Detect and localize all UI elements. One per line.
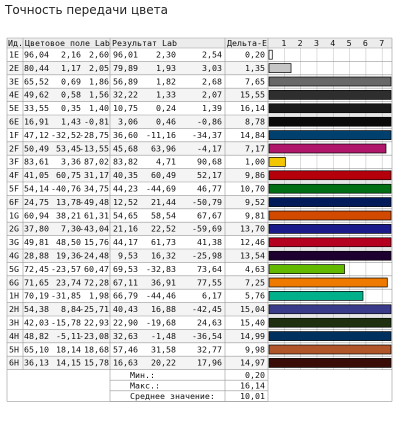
cell-lab: 8,84	[61, 304, 81, 315]
cell-lab: 13,78	[56, 196, 81, 207]
cell-result: 90,68	[197, 156, 222, 167]
cell-id: 4H	[9, 330, 19, 341]
cell-lab: -40,76	[51, 183, 81, 194]
cell-result: 67,67	[197, 210, 222, 221]
header-delta: Дельта-E	[227, 38, 267, 48]
cell-lab: -13,55	[79, 143, 109, 154]
cell-result: 1,39	[202, 103, 222, 114]
cell-delta: 1,35	[245, 62, 265, 73]
cell-delta: 9,86	[245, 170, 265, 181]
cell-id: 3F	[9, 156, 19, 167]
cell-result: 12,52	[113, 196, 138, 207]
cell-result: -25,98	[192, 250, 222, 261]
cell-lab: 48,82	[24, 330, 49, 341]
cell-lab: 53,45	[56, 143, 81, 154]
cell-delta: 7,25	[245, 277, 265, 288]
cell-delta: 5,76	[245, 290, 265, 301]
summary-label: Макс.:	[130, 380, 160, 391]
cell-result: 36,60	[113, 129, 138, 140]
x-tick-label: 2	[297, 38, 303, 48]
cell-lab: 49,81	[24, 237, 49, 248]
cell-id: 6F	[9, 196, 19, 207]
cell-result: 69,53	[113, 263, 138, 274]
cell-lab: 38,21	[56, 210, 81, 221]
cell-result: 83,82	[113, 156, 138, 167]
cell-result: 66,79	[113, 290, 138, 301]
cell-lab: -24,48	[79, 250, 109, 261]
cell-result: 24,63	[197, 317, 222, 328]
bar	[269, 50, 272, 59]
cell-delta: 14,84	[240, 129, 265, 140]
cell-result: 52,17	[197, 170, 222, 181]
cell-delta: 14,97	[240, 357, 265, 368]
cell-result: 57,46	[113, 344, 138, 355]
cell-lab: 22,93	[84, 317, 109, 328]
cell-result: -19,68	[146, 317, 176, 328]
cell-id: 5E	[9, 103, 19, 114]
cell-lab: 37,80	[24, 223, 49, 234]
cell-result: 9,53	[118, 250, 138, 261]
bar	[269, 104, 391, 113]
cell-lab: 2,05	[89, 62, 109, 73]
bar	[269, 184, 391, 193]
cell-result: -44,46	[146, 290, 176, 301]
cell-lab: 96,04	[24, 49, 49, 60]
cell-lab: 0,58	[61, 89, 81, 100]
cell-id: 2H	[9, 304, 19, 315]
cell-result: -42,45	[192, 304, 222, 315]
cell-lab: 36,13	[24, 357, 49, 368]
cell-result: 73,64	[197, 263, 222, 274]
cell-id: 6H	[9, 357, 19, 368]
cell-result: -4,17	[197, 143, 222, 154]
cell-result: 44,17	[113, 237, 138, 248]
cell-result: -0,86	[197, 116, 222, 127]
cell-lab: 65,52	[24, 76, 49, 87]
cell-lab: 33,55	[24, 103, 49, 114]
cell-lab: 70,19	[24, 290, 49, 301]
cell-lab: 18,14	[56, 344, 81, 355]
cell-lab: 2,60	[89, 49, 109, 60]
cell-lab: 80,44	[24, 62, 49, 73]
cell-id: 3E	[9, 76, 19, 87]
cell-result: 41,38	[197, 237, 222, 248]
cell-id: 2G	[9, 223, 19, 234]
cell-lab: 28,88	[24, 250, 49, 261]
cell-result: 40,43	[113, 304, 138, 315]
cell-lab: 24,75	[24, 196, 49, 207]
bar	[269, 131, 391, 140]
cell-id: 1E	[9, 49, 19, 60]
cell-lab: 1,98	[89, 290, 109, 301]
cell-result: -44,69	[146, 183, 176, 194]
x-tick-label: 7	[379, 38, 385, 48]
cell-result: -32,83	[146, 263, 176, 274]
cell-result: 17,96	[197, 357, 222, 368]
cell-lab: 1,86	[89, 76, 109, 87]
cell-delta: 15,40	[240, 317, 265, 328]
cell-result: 32,22	[113, 89, 138, 100]
cell-result: -34,37	[192, 129, 222, 140]
cell-lab: 2,16	[61, 49, 81, 60]
cell-lab: 34,75	[84, 183, 109, 194]
header-id: Ид.	[8, 38, 23, 48]
cell-lab: 72,28	[84, 277, 109, 288]
bar	[269, 238, 391, 247]
cell-result: 3,06	[118, 116, 138, 127]
cell-result: 45,68	[113, 143, 138, 154]
cell-result: 36,91	[151, 277, 176, 288]
bar	[269, 305, 391, 314]
cell-lab: 18,68	[84, 344, 109, 355]
cell-id: 5G	[9, 263, 19, 274]
cell-id: 1G	[9, 210, 19, 221]
cell-delta: 7,65	[245, 76, 265, 87]
cell-result: -50,79	[192, 196, 222, 207]
cell-result: 6,17	[202, 290, 222, 301]
cell-id: 2E	[9, 62, 19, 73]
bar	[269, 278, 387, 287]
cell-result: 0,24	[156, 103, 176, 114]
summary-value: 0,20	[245, 369, 265, 380]
cell-lab: -5,11	[56, 330, 81, 341]
cell-lab: 15,78	[84, 357, 109, 368]
cell-result: 60,49	[151, 170, 176, 181]
cell-result: 63,96	[151, 143, 176, 154]
cell-delta: 8,78	[245, 116, 265, 127]
cell-delta: 13,70	[240, 223, 265, 234]
cell-lab: 7,30	[61, 223, 81, 234]
bar	[269, 251, 391, 260]
cell-lab: 65,10	[24, 344, 49, 355]
cell-lab: -25,71	[79, 304, 109, 315]
cell-lab: 60,75	[56, 170, 81, 181]
summary-label: Среднее значение:	[130, 391, 215, 401]
summary-label: Мин.:	[130, 369, 155, 380]
cell-result: 10,75	[113, 103, 138, 114]
bar	[269, 332, 391, 341]
cell-result: -59,69	[192, 223, 222, 234]
cell-result: 2,68	[202, 76, 222, 87]
cell-lab: -0,81	[84, 116, 109, 127]
bar	[269, 198, 391, 207]
cell-lab: 3,36	[61, 156, 81, 167]
cell-lab: 48,50	[56, 237, 81, 248]
cell-lab: -49,48	[79, 196, 109, 207]
cell-result: 2,54	[202, 49, 222, 60]
cell-lab: -23,08	[79, 330, 109, 341]
cell-delta: 13,54	[240, 250, 265, 261]
cell-lab: 1,43	[61, 116, 81, 127]
cell-result: 44,23	[113, 183, 138, 194]
cell-result: 1,33	[156, 89, 176, 100]
cell-result: 1,82	[156, 76, 176, 87]
cell-result: 54,65	[113, 210, 138, 221]
cell-delta: 14,99	[240, 330, 265, 341]
cell-result: 58,54	[151, 210, 176, 221]
cell-result: 31,58	[151, 344, 176, 355]
cell-lab: 1,17	[61, 62, 81, 73]
cell-delta: 9,52	[245, 196, 265, 207]
cell-lab: -23,57	[51, 263, 81, 274]
bar	[269, 318, 391, 327]
cell-lab: 72,45	[24, 263, 49, 274]
cell-delta: 16,14	[240, 103, 265, 114]
bar	[269, 224, 391, 233]
cell-lab: 19,36	[56, 250, 81, 261]
header-result: Результат Lab	[112, 38, 177, 48]
cell-result: 22,90	[113, 317, 138, 328]
cell-lab: 47,12	[24, 129, 49, 140]
cell-id: 1H	[9, 290, 19, 301]
cell-lab: 31,17	[84, 170, 109, 181]
cell-id: 3H	[9, 317, 19, 328]
cell-delta: 12,46	[240, 237, 265, 248]
cell-lab: -31,85	[51, 290, 81, 301]
cell-result: -1,48	[151, 330, 176, 341]
cell-result: 16,88	[151, 304, 176, 315]
cell-result: 32,63	[113, 330, 138, 341]
summary-value: 16,14	[240, 380, 265, 391]
cell-result: 22,52	[151, 223, 176, 234]
cell-result: 77,55	[197, 277, 222, 288]
bar	[269, 90, 391, 99]
cell-result: 61,73	[151, 237, 176, 248]
cell-id: 5H	[9, 344, 19, 355]
cell-result: 16,63	[113, 357, 138, 368]
cell-lab: 60,47	[84, 263, 109, 274]
cell-delta: 10,70	[240, 183, 265, 194]
x-tick-label: 6	[362, 38, 368, 48]
cell-lab: 71,65	[24, 277, 49, 288]
cell-result: 32,77	[197, 344, 222, 355]
bar	[269, 117, 391, 126]
cell-lab: 0,69	[61, 76, 81, 87]
cell-result: 20,22	[151, 357, 176, 368]
bar	[269, 211, 391, 220]
cell-result: 46,77	[197, 183, 222, 194]
cell-id: 4E	[9, 89, 19, 100]
cell-result: 3,03	[202, 62, 222, 73]
cell-result: 40,35	[113, 170, 138, 181]
x-tick-label: 1	[281, 38, 287, 48]
cell-result: 2,30	[156, 49, 176, 60]
x-tick-label: 5	[346, 38, 352, 48]
summary-value: 10,01	[240, 391, 265, 401]
cell-id: 4G	[9, 250, 19, 261]
cell-id: 3G	[9, 237, 19, 248]
page-title: Точность передачи цвета	[5, 3, 168, 17]
bar	[269, 358, 391, 367]
cell-lab: -15,78	[51, 317, 81, 328]
cell-result: 96,01	[113, 49, 138, 60]
cell-delta: 9,81	[245, 210, 265, 221]
bar	[269, 171, 391, 180]
cell-lab: 54,38	[24, 304, 49, 315]
cell-delta: 15,55	[240, 89, 265, 100]
cell-result: 4,71	[156, 156, 176, 167]
cell-lab: 41,05	[24, 170, 49, 181]
cell-id: 6G	[9, 277, 19, 288]
cell-delta: 15,04	[240, 304, 265, 315]
cell-result: 1,93	[156, 62, 176, 73]
bar	[269, 157, 285, 166]
cell-delta: 0,20	[245, 49, 265, 60]
cell-lab: 1,40	[89, 103, 109, 114]
cell-lab: 23,74	[56, 277, 81, 288]
x-tick-label: 3	[313, 38, 319, 48]
cell-delta: 1,00	[245, 156, 265, 167]
cell-lab: 0,35	[61, 103, 81, 114]
cell-id: 5F	[9, 183, 19, 194]
cell-lab: 50,49	[24, 143, 49, 154]
cell-result: 16,32	[151, 250, 176, 261]
cell-delta: 9,98	[245, 344, 265, 355]
cell-lab: 42,03	[24, 317, 49, 328]
cell-id: 1F	[9, 129, 19, 140]
cell-lab: 14,15	[56, 357, 81, 368]
cell-lab: 60,94	[24, 210, 49, 221]
cell-delta: 4,63	[245, 263, 265, 274]
cell-lab: 49,62	[24, 89, 49, 100]
cell-delta: 7,17	[245, 143, 265, 154]
x-tick-label: 4	[330, 38, 336, 48]
bar	[269, 345, 391, 354]
cell-lab: 61,31	[84, 210, 109, 221]
bar	[269, 291, 363, 300]
cell-result: 0,46	[156, 116, 176, 127]
cell-lab: 15,76	[84, 237, 109, 248]
cell-result: -11,16	[146, 129, 176, 140]
cell-result: 2,07	[202, 89, 222, 100]
bar	[269, 144, 386, 153]
cell-lab: 16,91	[24, 116, 49, 127]
cell-result: 21,44	[151, 196, 176, 207]
header-lab: Цветовое поле Lab	[25, 38, 110, 48]
cell-result: 79,89	[113, 62, 138, 73]
cell-result: -36,54	[192, 330, 222, 341]
cell-lab: 1,56	[89, 89, 109, 100]
bar	[269, 77, 391, 86]
cell-lab: -43,04	[79, 223, 109, 234]
cell-id: 6E	[9, 116, 19, 127]
cell-result: 56,89	[113, 76, 138, 87]
bar	[269, 64, 291, 73]
cell-id: 2F	[9, 143, 19, 154]
bar	[269, 265, 345, 274]
cell-result: 67,11	[113, 277, 138, 288]
cell-lab: 87,02	[84, 156, 109, 167]
cell-result: 21,16	[113, 223, 138, 234]
cell-lab: -32,52	[51, 129, 81, 140]
cell-lab: -28,75	[79, 129, 109, 140]
cell-id: 4F	[9, 170, 19, 181]
cell-lab: 54,14	[24, 183, 49, 194]
cell-lab: 83,61	[24, 156, 49, 167]
